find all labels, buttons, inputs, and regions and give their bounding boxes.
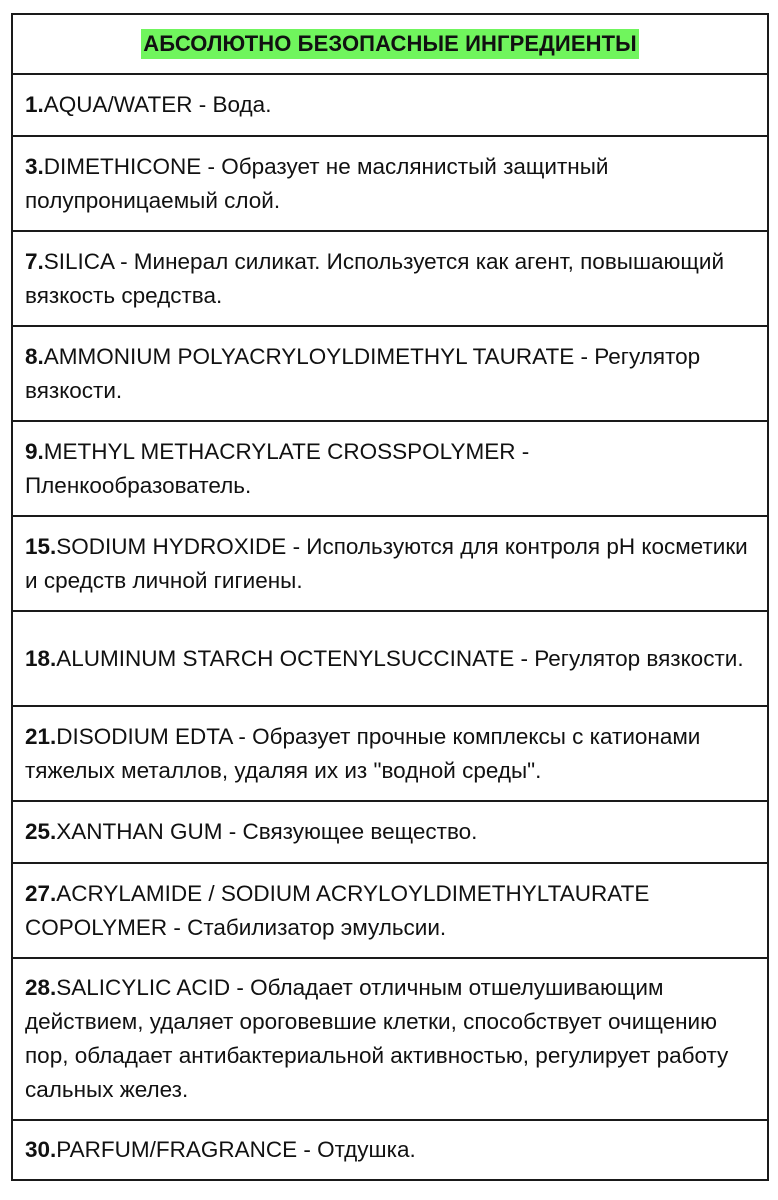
ingredient-cell <box>12 326 768 421</box>
table-row <box>12 136 768 231</box>
ingredient-description: - Отдушка. <box>297 1137 416 1162</box>
ingredient-description: - Образует прочные комплексы с катионами тяжелых металлов, удаляя их из "водной среды". <box>25 723 701 783</box>
ingredient-name: SILICA <box>43 248 114 274</box>
table-row <box>12 74 768 136</box>
ingredient-name: AMMONIUM POLYACRYLOYLDIMETHYL TAURATE <box>43 343 575 369</box>
ingredient-description: - Образует не маслянистый защитный полупроницаемый слой. <box>25 153 609 213</box>
ingredient-description: - Регулятор вязкости. <box>25 343 701 403</box>
ingredient-description: - Пленкообразователь. <box>25 438 530 498</box>
table-row <box>12 421 768 516</box>
ingredient-name: ALUMINUM STARCH OCTENYLSUCCINATE <box>56 645 515 671</box>
ingredient-name: AQUA/WATER <box>43 92 193 117</box>
table-header-cell <box>12 14 768 74</box>
ingredient-number: 15. <box>25 533 57 559</box>
ingredient-number: 8. <box>25 343 44 369</box>
ingredient-number: 28. <box>25 975 57 1000</box>
ingredient-cell <box>12 516 768 611</box>
ingredient-cell <box>12 958 768 1120</box>
ingredients-table <box>11 13 769 1181</box>
ingredient-cell <box>12 611 768 706</box>
ingredient-cell <box>12 74 768 136</box>
table-row <box>12 231 768 326</box>
ingredient-name: DIMETHICONE <box>43 153 202 179</box>
ingredient-cell <box>12 706 768 801</box>
ingredient-number: 25. <box>25 819 57 844</box>
ingredient-name: SALICYLIC ACID <box>56 975 231 1000</box>
ingredient-number: 27. <box>25 880 57 906</box>
table-row <box>12 801 768 863</box>
table-row <box>12 516 768 611</box>
table-header-row <box>12 14 768 74</box>
ingredient-name: XANTHAN GUM <box>56 819 223 844</box>
ingredient-name: DISODIUM EDTA <box>56 723 233 749</box>
ingredient-number: 21. <box>25 723 57 749</box>
table-row <box>12 706 768 801</box>
ingredient-cell <box>12 863 768 958</box>
ingredient-name: METHYL METHACRYLATE CROSSPOLYMER <box>43 438 516 464</box>
ingredient-description: - Стабилизатор эмульсии. <box>167 914 447 940</box>
ingredient-description: - Минерал силикат. Используется как агент, повышающий вязкость средства. <box>25 248 725 308</box>
ingredient-number: 1. <box>25 92 44 117</box>
table-row <box>12 958 768 1120</box>
ingredient-cell <box>12 1120 768 1180</box>
ingredient-name: PARFUM/FRAGRANCE <box>56 1137 298 1162</box>
ingredient-description: - Обладает отличным отшелушивающим действием, удаляет ороговевшие клетки, способствует очищению пор, обладает антибактериальной активностью, регулирует работу сальных желез. <box>25 975 729 1102</box>
ingredient-name: SODIUM HYDROXIDE <box>56 533 287 559</box>
ingredient-number: 9. <box>25 438 44 464</box>
ingredient-number: 7. <box>25 248 44 274</box>
table-row <box>12 611 768 706</box>
ingredient-description: - Используются для контроля pH косметики и средств личной гигиены. <box>25 533 748 593</box>
ingredient-number: 3. <box>25 153 44 179</box>
page-title: АБСОЛЮТНО БЕЗОПАСНЫЕ ИНГРЕДИЕНТЫ <box>141 29 639 59</box>
ingredient-cell <box>12 136 768 231</box>
ingredient-number: 18. <box>25 645 57 671</box>
ingredient-number: 30. <box>25 1137 57 1162</box>
table-row <box>12 326 768 421</box>
table-row <box>12 863 768 958</box>
ingredient-cell <box>12 421 768 516</box>
ingredient-cell <box>12 231 768 326</box>
ingredient-description: - Связующее вещество. <box>222 819 478 844</box>
ingredient-description: - Вода. <box>192 92 272 117</box>
table-row <box>12 1120 768 1180</box>
ingredient-description: - Регулятор вязкости. <box>514 645 744 671</box>
ingredient-cell <box>12 801 768 863</box>
ingredient-name: ACRYLAMIDE / SODIUM ACRYLOYLDIMETHYLTAURATE COPOLYMER <box>25 880 650 940</box>
